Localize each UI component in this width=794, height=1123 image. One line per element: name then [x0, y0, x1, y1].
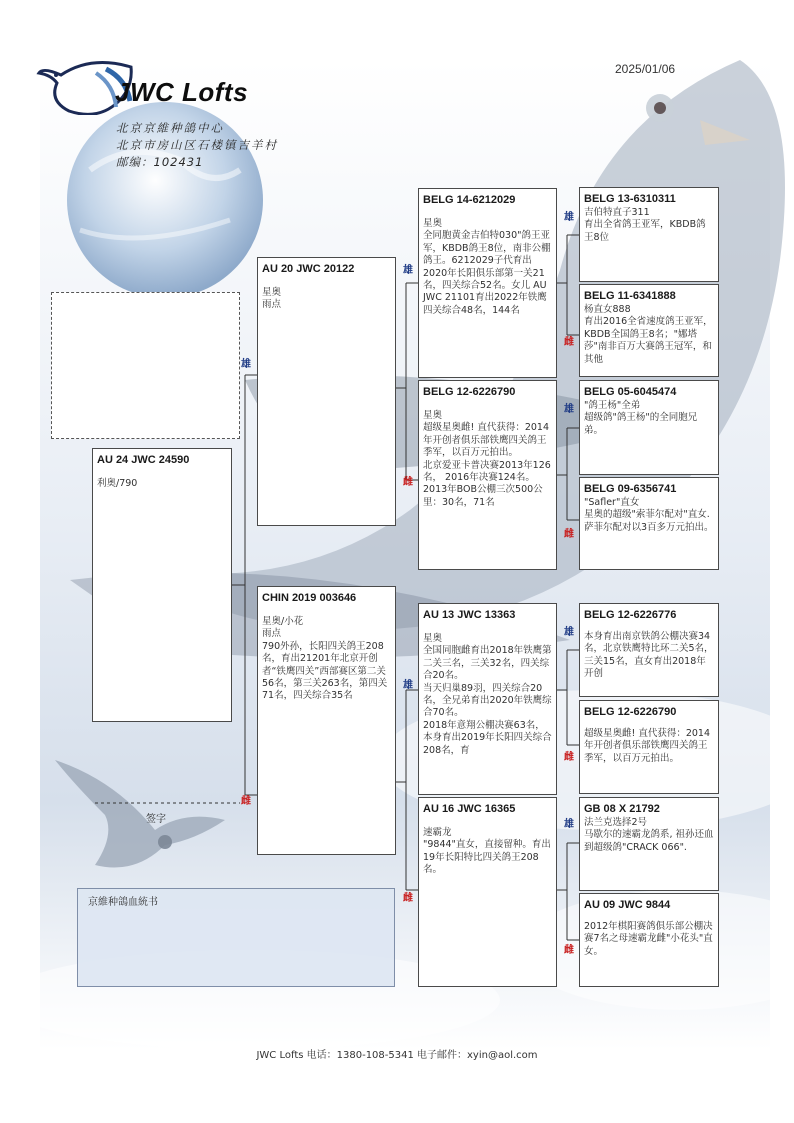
dam-description: 星奥/小花 雨点 790外孙，长阳四关鸽王208名，育出21201年北京开创者“铁鹰四关”西部赛区第二关56名，第三关263名，第四关71名，四关综合35名	[262, 616, 388, 702]
female-marker: 雌	[241, 796, 251, 807]
ggp-ring-number: BELG 09-6356741	[584, 483, 677, 495]
signature-label: 签字	[146, 814, 166, 825]
male-marker: 雄	[564, 819, 574, 830]
address-line-1: 北京京維种鴿中心	[116, 121, 224, 135]
female-marker: 雌	[564, 752, 574, 763]
certificate-title: 京維种鴿血統书	[88, 897, 158, 908]
sire-ring-number: AU 20 JWC 20122	[262, 263, 355, 275]
ggp-card	[579, 893, 719, 987]
ggp-card	[579, 380, 719, 475]
ggp-card	[579, 187, 719, 282]
brand-logo-text: JWC Lofts	[115, 77, 249, 107]
female-marker: 雌	[564, 945, 574, 956]
ggp-description: "Safler"直女 星奥的超级"索菲尔配对"直女. 萨菲尔配对以3百多万元拍出。	[584, 497, 714, 533]
female-marker: 雌	[403, 893, 413, 904]
ggp-card	[579, 700, 719, 794]
ggp-description: 法兰克选择2号 马歇尔的速霸龙鸽系, 祖孙还血到超级鸽"CRACK 066".	[584, 817, 714, 853]
ggp-ring-number: GB 08 X 21792	[584, 803, 660, 815]
ggp-ring-number: BELG 11-6341888	[584, 290, 676, 302]
signature-box	[77, 888, 395, 987]
male-marker: 雄	[564, 627, 574, 638]
female-marker: 雌	[564, 337, 574, 348]
male-marker: 雄	[241, 359, 251, 370]
granddam-paternal-description: 星奥 超级星奥雌! 直代获得：2014年开创者俱乐部铁鹰四关鸽王季军，以百万元拍出。 北京爱亚卡普决赛2013年126名， 2016年决赛124名。 2013年BOB公棚三次500公里：30名，71名	[423, 410, 551, 508]
ggp-description: 吉伯特直子311 育出全省鸽王亚军，KBDB鸽王8位	[584, 207, 706, 243]
granddam-maternal-description: 速霸龙 "9844"直女，直接留种。育出19年长阳特比四关鸽王208名。	[423, 827, 551, 876]
ggp-ring-number: BELG 12-6226790	[584, 706, 677, 718]
ggp-card	[579, 797, 719, 891]
male-marker: 雄	[564, 404, 574, 415]
ggp-description: 本身育出南京铁鸽公棚决赛34名，北京铁鹰特比环二关5名，三关15名，直女育出2018年开创	[584, 631, 714, 680]
ggp-ring-number: AU 09 JWC 9844	[584, 899, 671, 911]
ggp-card	[579, 477, 719, 570]
ggp-description: 杨直女888 育出2016全省速度鸽王亚军，KBDB全国鸽王8名；"娜塔莎"南非百万大赛鸽王冠军，和其他	[584, 304, 713, 365]
footer-contact: JWC Lofts 电话：1380-108-5341 电子邮件：xyin@aol.com	[256, 1050, 538, 1061]
male-marker: 雄	[564, 212, 574, 223]
female-marker: 雌	[403, 477, 413, 488]
pigeon-photo-placeholder	[51, 292, 240, 439]
granddam-maternal-card	[418, 797, 557, 987]
grandsire-paternal-description: 星奥 全同胞黄金吉伯特030"鸽王亚军，KBDB鸽王8位，南非公棚鸽王。6212029子代育出2020年长阳俱乐部第一关21名，四关综合52名。女儿 AU JWC 21101育出2022年铁鹰四关综合48名，144名	[423, 218, 551, 316]
granddam-paternal-ring: BELG 12-6226790	[423, 386, 516, 398]
female-marker: 雌	[564, 529, 574, 540]
postcode: 邮编：102431	[116, 155, 204, 169]
granddam-maternal-ring: AU 16 JWC 16365	[423, 803, 516, 815]
ggp-description: "鸽王杨"全弟 超级鸽"鸽王杨"的全同胞兄弟。	[584, 400, 698, 436]
grandsire-maternal-card	[418, 603, 557, 795]
sire-description: 星奥 雨点	[262, 287, 282, 311]
dam-card	[257, 586, 396, 855]
ggp-ring-number: BELG 05-6045474	[584, 386, 677, 398]
ggp-ring-number: BELG 13-6310311	[584, 193, 676, 205]
grandsire-paternal-card	[418, 188, 557, 378]
subject-ring-number: AU 24 JWC 24590	[97, 454, 190, 466]
male-marker: 雄	[403, 265, 413, 276]
grandsire-maternal-ring: AU 13 JWC 13363	[423, 609, 516, 621]
print-date: 2025/01/06	[615, 62, 676, 76]
sire-card	[257, 257, 396, 526]
ggp-ring-number: BELG 12-6226776	[584, 609, 677, 621]
subject-description: 利奥/790	[97, 478, 138, 489]
male-marker: 雄	[403, 680, 413, 691]
ggp-description: 2012年棋阳赛鸽俱乐部公棚决赛7名之母速霸龙雌"小花头"直女。	[584, 921, 713, 957]
subject-card	[92, 448, 232, 722]
ggp-card	[579, 603, 719, 697]
grandsire-paternal-ring: BELG 14-6212029	[423, 194, 516, 206]
ggp-card	[579, 284, 719, 377]
grandsire-maternal-description: 星奥 全国同胞雌育出2018年铁鹰第二关三名，三关32名，四关综合20名。 当天归巢89羽，四关综合20名，全兄弟育出2020年铁鹰综合70名。 2018年意翔公棚决赛63名，本身育出2019年长阳四关综合208名，育	[423, 633, 552, 756]
granddam-paternal-card	[418, 380, 557, 570]
address-line-2: 北京市房山区石楼镇吉羊村	[116, 138, 278, 152]
ggp-description: 超级星奥雌! 直代获得：2014年开创者俱乐部铁鹰四关鸽王季军，以百万元拍出。	[584, 728, 711, 764]
dam-ring-number: CHIN 2019 003646	[262, 592, 357, 604]
